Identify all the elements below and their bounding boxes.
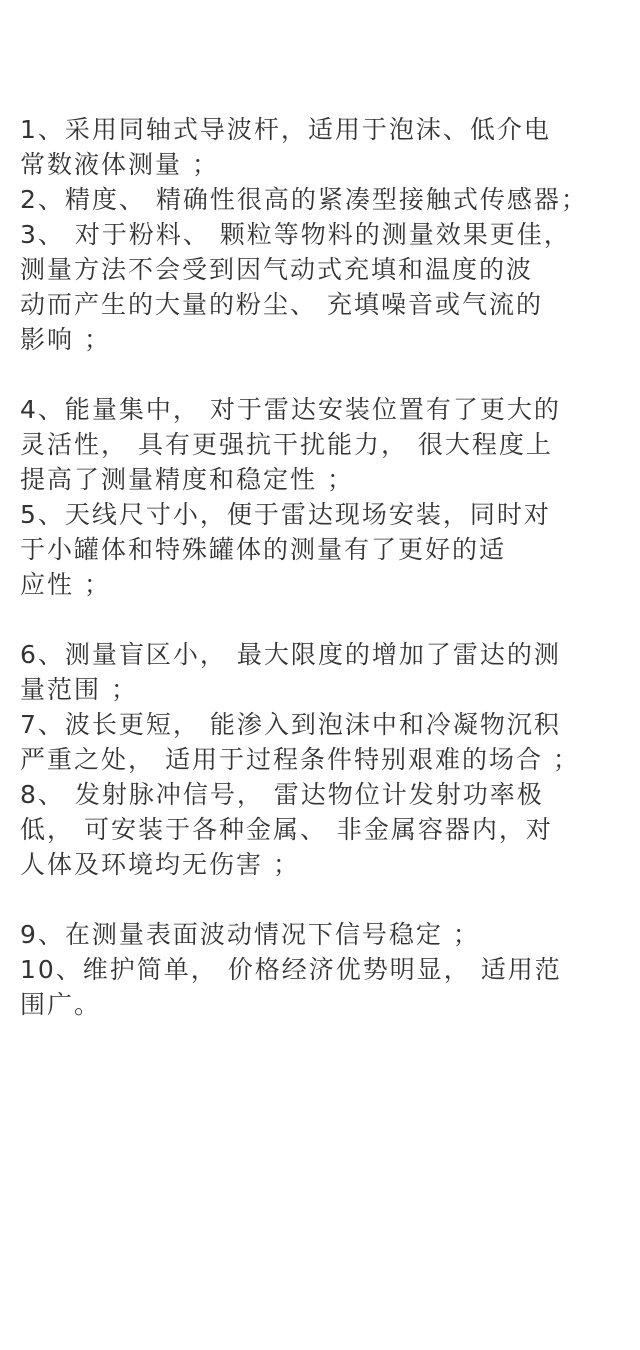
text-line: 提高了测量精度和稳定性 ； — [20, 465, 354, 494]
text-line: 1、采用同轴式导波杆，适用于泡沫、低介电 — [20, 115, 551, 144]
text-line: 4、能量集中， 对于雷达安装位置有了更大的 — [20, 395, 561, 424]
text-line: 7、波长更短， 能渗入到泡沫中和冷凝物沉积 — [20, 710, 561, 739]
text-line: 2、精度、 精确性很高的紧凑型接触式传感器； — [20, 185, 588, 214]
text-line: 人体及环境均无伤害 ； — [20, 850, 300, 879]
text-line: 6、测量盲区小， 最大限度的增加了雷达的测 — [20, 640, 561, 669]
paragraph — [20, 917, 632, 1022]
text-line: 量范围 ； — [20, 675, 138, 704]
text-line: 严重之处， 适用于过程条件特别艰难的场合 ； — [20, 745, 580, 774]
text-line: 常数液体测量 ； — [20, 150, 219, 179]
text-line: 8、 发射脉冲信号， 雷达物位计发射功率极 — [20, 780, 544, 809]
text-line: 5、天线尺寸小，便于雷达现场安装，同时对 — [20, 500, 551, 529]
text-line: 低， 可安装于各种金属、 非金属容器内，对 — [20, 815, 553, 844]
text-line: 影响 ； — [20, 325, 111, 354]
article-body — [20, 112, 632, 1022]
text-line: 9、在测量表面波动情况下信号稳定 ； — [20, 920, 480, 949]
paragraph — [20, 392, 632, 602]
paragraph — [20, 637, 632, 882]
paragraph — [20, 112, 632, 357]
text-line: 灵活性， 具有更强抗干扰能力， 很大程度上 — [20, 430, 553, 459]
text-line: 围广。 — [20, 990, 102, 1019]
text-line: 于小罐体和特殊罐体的测量有了更好的适 — [20, 535, 507, 564]
text-line: 动而产生的大量的粉尘、 充填噪音或气流的 — [20, 290, 543, 319]
text-line: 10、维护简单， 价格经济优势明显， 适用范 — [20, 955, 562, 984]
text-line: 3、 对于粉料、 颗粒等物料的测量效果更佳， — [20, 220, 571, 249]
text-line: 测量方法不会受到因气动式充填和温度的波 — [20, 255, 534, 284]
text-line: 应性 ； — [20, 570, 111, 599]
